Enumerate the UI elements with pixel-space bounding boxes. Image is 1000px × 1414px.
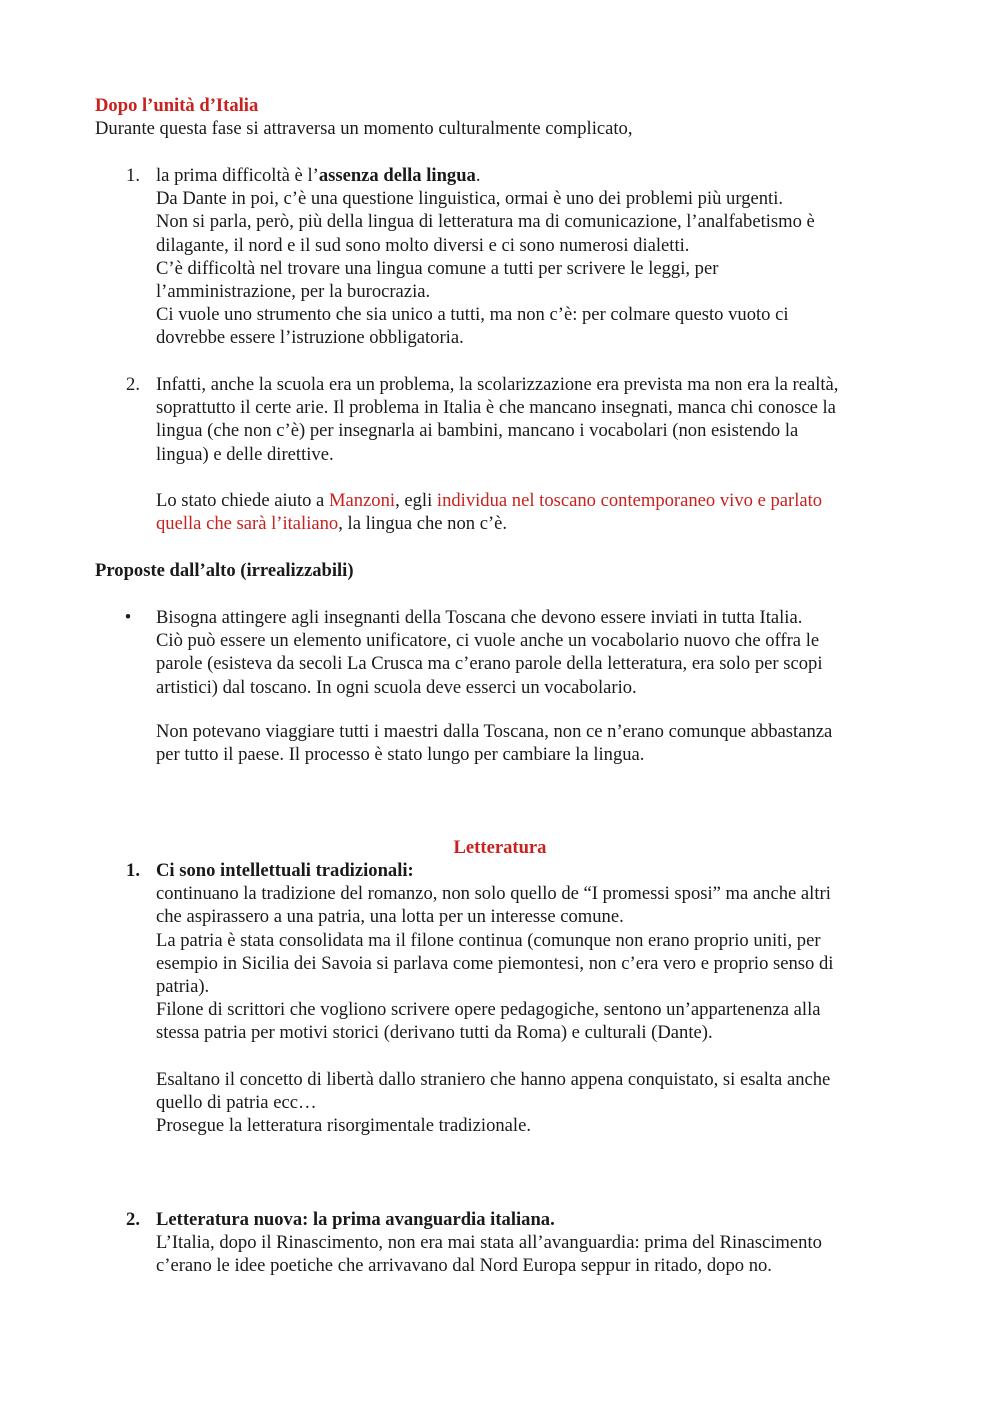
intro-paragraph: Durante questa fase si attraversa un momento culturalmente complicato,: [95, 118, 633, 139]
item-heading: Letteratura nuova: la prima avanguardia italiana.: [156, 1209, 555, 1230]
paragraph-line: soprattutto il certe arie. Il problema in Italia è che mancano insegnati, manca chi conosce la: [156, 397, 836, 419]
paragraph-line: Da Dante in poi, c’è una questione linguistica, ormai è uno dei problemi più urgenti.: [156, 188, 784, 210]
bullet-item: [156, 606, 916, 699]
paragraph-line: lingua) e delle direttive.: [156, 443, 334, 465]
paragraph-line: artistici) dal toscano. In ogni scuola deve esserci un vocabolario.: [156, 676, 637, 698]
text-run: , la lingua che non c’è.: [338, 513, 508, 535]
letteratura-item-1-continued: [156, 1068, 916, 1138]
paragraph-line: Infatti, anche la scuola era un problema, la scolarizzazione era prevista ma non era la realtà,: [156, 374, 839, 395]
manzoni-highlight: Manzoni: [328, 490, 396, 511]
manzoni-paragraph: [156, 489, 916, 535]
text-run: , egli: [395, 490, 437, 511]
highlight-text: quella che sarà l’italiano: [156, 513, 339, 535]
paragraph-line: dilagante, il nord e il sud sono molto diversi e ci sono numerosi dialetti.: [156, 234, 690, 256]
paragraph-line: dovrebbe essere l’istruzione obbligatoria.: [156, 327, 464, 349]
letteratura-item-1: [156, 859, 916, 1045]
section-title-dopo-unita: Dopo l’unità d’Italia: [95, 95, 259, 116]
paragraph-line: La patria è stata consolidata ma il filone continua (comunque non erano proprio uniti, per: [156, 929, 821, 951]
paragraph-line: continuano la tradizione del romanzo, non solo quello de “I promessi sposi” ma anche altri: [156, 883, 831, 905]
list-marker-1: 1.: [126, 165, 140, 186]
paragraph-line: Ci vuole uno strumento che sia unico a tutti, ma non c’è: per colmare questo vuoto ci: [156, 304, 789, 326]
paragraph-line: patria).: [156, 976, 210, 998]
lead-bold-text: assenza della lingua: [318, 165, 476, 186]
paragraph-line: stessa patria per motivi storici (derivano tutti da Roma) e culturali (Dante).: [156, 1022, 713, 1044]
paragraph-line: c’erano le idee poetiche che arrivavano dal Nord Europa seppur in ritado, dopo no.: [156, 1255, 772, 1277]
paragraph-line: Esaltano il concetto di libertà dallo straniero che hanno appena conquistato, si esalta anche: [156, 1069, 831, 1090]
list-item-1-lead: [156, 164, 916, 187]
bullet-marker: •: [124, 607, 132, 628]
list-item-1: [156, 164, 916, 350]
paragraph-line: parole (esisteva da secoli La Crusca ma c’erano parole della letteratura, era solo per scopi: [156, 653, 823, 675]
list-marker-2: 2.: [126, 1209, 140, 1230]
paragraph-line: Non potevano viaggiare tutti i maestri dalla Toscana, non ce n’erano comunque abbastanza: [156, 721, 833, 742]
paragraph-line: Non si parla, però, più della lingua di letteratura ma di comunicazione, l’analfabetismo è: [156, 211, 815, 233]
text-run: Lo stato chiede aiuto a: [156, 490, 329, 511]
section-title-proposte: Proposte dall’alto (irrealizzabili): [95, 560, 354, 581]
highlight-text: individua nel toscano contemporaneo vivo e parlato: [436, 490, 823, 511]
paragraph-line: C’è difficoltà nel trovare una lingua comune a tutti per scrivere le leggi, per: [156, 257, 719, 279]
lead-text: la prima difficoltà è l’: [156, 165, 319, 186]
paragraph-line: Filone di scrittori che vogliono scrivere opere pedagogiche, sentono un’appartenenza alla: [156, 999, 821, 1021]
lead-post-text: .: [475, 165, 481, 186]
paragraph-line: Ciò può essere un elemento unificatore, ci vuole anche un vocabolario nuovo che offra le: [156, 630, 820, 652]
paragraph-line: che aspirassero a una patria, una lotta per un interesse comune.: [156, 906, 624, 928]
list-marker-2: 2.: [126, 374, 140, 395]
paragraph-line: esempio in Sicilia dei Savoia si parlava come piemontesi, non c’era vero e proprio senso di: [156, 952, 834, 974]
item-heading: Ci sono intellettuali tradizionali:: [156, 860, 414, 881]
paragraph-line: lingua (che non c’è) per insegnarla ai bambini, mancano i vocabolari (non esistendo la: [156, 420, 799, 442]
paragraph-line: L’Italia, dopo il Rinascimento, non era mai stata all’avanguardia: prima del Rinascimento: [156, 1232, 822, 1254]
section-title-letteratura: Letteratura: [453, 837, 547, 858]
paragraph-line: per tutto il paese. Il processo è stato lungo per cambiare la lingua.: [156, 744, 645, 766]
bullet-item-continued: [156, 720, 916, 766]
letteratura-item-2: [156, 1208, 916, 1278]
list-marker-1: 1.: [126, 860, 140, 881]
paragraph-line: quello di patria ecc…: [156, 1092, 317, 1114]
list-item-2: [156, 373, 916, 466]
paragraph-line: Bisogna attingere agli insegnanti della Toscana che devono essere inviati in tutta Italia.: [156, 607, 803, 628]
paragraph-line: l’amministrazione, per la burocrazia.: [156, 281, 431, 303]
paragraph-line: Prosegue la letteratura risorgimentale tradizionale.: [156, 1115, 531, 1137]
